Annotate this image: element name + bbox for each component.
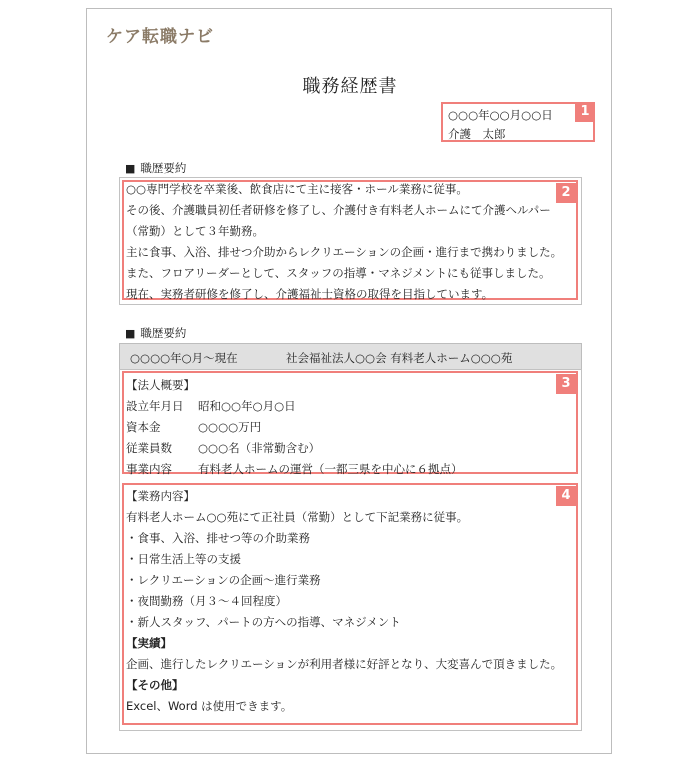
overview-value: 昭和○○年○月○日 (198, 399, 296, 413)
summary-line: その後、介護職員初任者研修を修了し、介護付き有料老人ホームにて介護ヘルパー (126, 203, 551, 217)
summary-line: （常勤）として３年勤務。 (126, 224, 264, 238)
summary-line: また、フロアリーダーとして、スタッフの指導・マネジメントにも従事しました。 (126, 266, 551, 280)
overview-label: 資本金 (126, 420, 161, 434)
employment-period-bar (119, 343, 582, 370)
duty-item: ・食事、入浴、排せつ等の介助業務 (126, 531, 310, 545)
logo: ケア転職ナビ (106, 27, 214, 47)
summary-line: ○○専門学校を卒業後、飲食店にて主に接客・ホール業務に従事。 (126, 182, 468, 196)
employment-period: ○○○○年○月～現在 (130, 351, 238, 365)
summary-heading: ■ 職歴要約 (125, 161, 187, 175)
square-bullet-icon: ■ (125, 327, 136, 340)
page-title: 職務経歴書 (302, 76, 398, 97)
employer-name: 社会福祉法人○○会 有料老人ホーム○○○苑 (286, 351, 513, 365)
duty-item: ・日常生活上等の支援 (126, 552, 241, 566)
badge-4: 4 (556, 486, 576, 506)
overview-value: 有料老人ホームの運営（一都三県を中心に６拠点） (198, 462, 463, 476)
document-date: ○○○年○○月○○日 (448, 108, 553, 122)
duty-item: ・夜間勤務（月３～４回程度） (126, 594, 287, 608)
badge-1: 1 (575, 102, 595, 122)
overview-value: ○○○名（非常勤含む） (198, 441, 321, 455)
duty-item: ・レクリエーションの企画～進行業務 (126, 573, 321, 587)
history-heading: ■ 職歴要約 (125, 326, 187, 340)
overview-label: 従業員数 (126, 441, 172, 455)
duties-intro: 有料老人ホーム○○苑にて正社員（常勤）として下記業務に従事。 (126, 510, 469, 524)
achievements-heading: 【実績】 (126, 636, 172, 650)
badge-3: 3 (556, 374, 576, 394)
overview-heading: 【法人概要】 (126, 378, 195, 392)
date-name-box (441, 102, 595, 142)
badge-2: 2 (556, 183, 576, 203)
duty-item: ・新人スタッフ、パートの方への指導、マネジメント (126, 615, 401, 629)
overview-value: ○○○○万円 (198, 420, 262, 434)
summary-highlight-box (122, 180, 578, 300)
summary-line: 主に食事、入浴、排せつ介助からレクリエーションの企画・進行まで携わりました。 (126, 245, 563, 259)
square-bullet-icon: ■ (125, 162, 136, 175)
summary-line: 現在、実務者研修を修了し、介護福祉士資格の取得を目指しています。 (126, 287, 494, 301)
overview-label: 設立年月日 (126, 399, 184, 413)
applicant-name: 介護 太郎 (448, 127, 506, 141)
duties-heading: 【業務内容】 (126, 489, 195, 503)
achievements-text: 企画、進行したレクリエーションが利用者様に好評となり、大変喜んで頂きました。 (126, 657, 563, 671)
other-text: Excel、Word は使用できます。 (126, 699, 293, 713)
other-heading: 【その他】 (126, 678, 184, 692)
overview-label: 事業内容 (126, 462, 172, 476)
